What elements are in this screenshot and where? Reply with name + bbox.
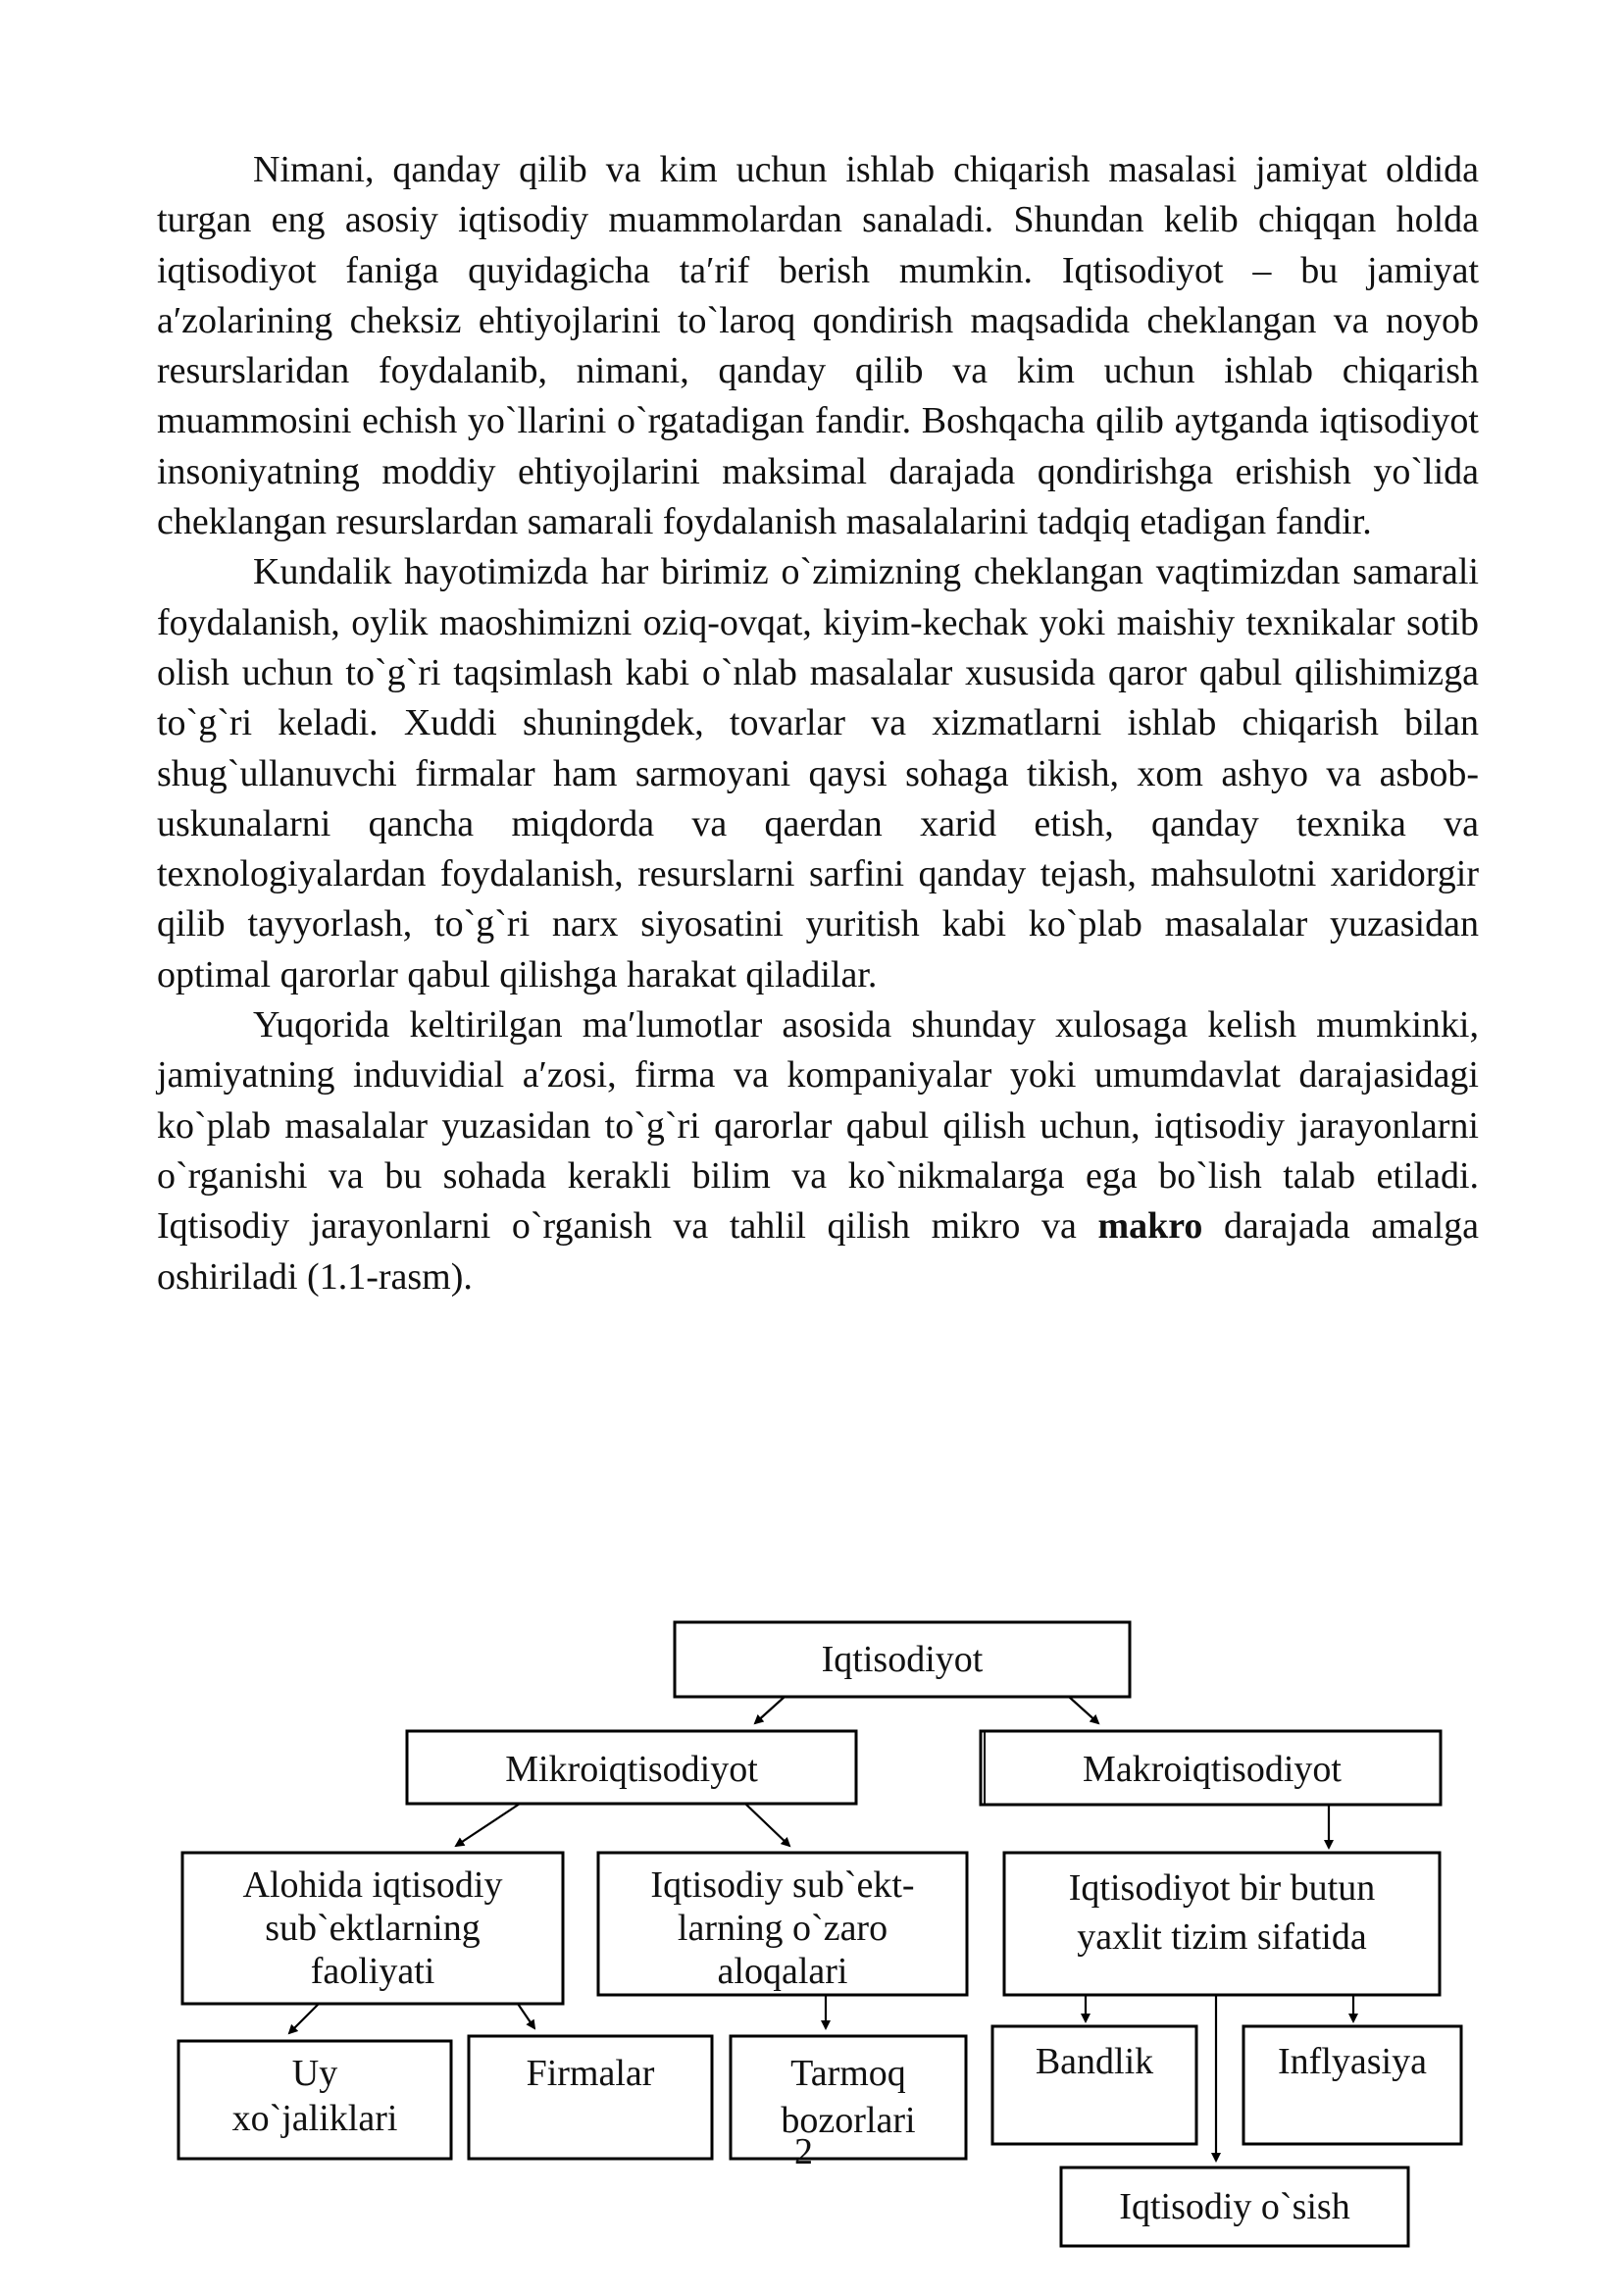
- page-number: 2: [794, 2131, 813, 2172]
- box-growth-label: Iqtisodiy o`sish: [1119, 2186, 1350, 2227]
- arrow-root-to-macro: [1069, 1697, 1098, 1723]
- box-markets-line-1: Tarmoq: [790, 2053, 906, 2094]
- paragraph-3-end: darajada amalga oshiriladi (1.1-rasm).: [157, 1205, 1480, 1298]
- box-inflation-label: Inflyasiya: [1278, 2041, 1427, 2082]
- box-households-line-1: Uy: [291, 2053, 338, 2094]
- box-micro-label: Mikroiqtisodiyot: [505, 1749, 758, 1790]
- box-micro: [407, 1731, 856, 1804]
- arrow-micro-to-relations: [745, 1804, 789, 1846]
- box-households: [178, 2041, 451, 2159]
- box-micro-relations: [598, 1853, 967, 1995]
- box-micro-activity-line-3: faoliyati: [310, 1951, 435, 1992]
- arrow-activity-to-firms: [518, 2004, 534, 2028]
- box-macro-system: [1004, 1853, 1440, 1995]
- arrow-root-to-micro: [755, 1697, 785, 1723]
- box-employment-label: Bandlik: [1035, 2041, 1154, 2082]
- arrow-activity-to-households: [289, 2004, 319, 2033]
- box-households-line-2: xo`jaliklari: [231, 2098, 398, 2139]
- box-root: [675, 1622, 1130, 1697]
- box-markets: [731, 2036, 966, 2159]
- box-micro-activity: [182, 1853, 563, 2004]
- box-macro-label: Makroiqtisodiyot: [1083, 1749, 1342, 1790]
- paragraph-3-bold-term: makro: [1097, 1205, 1203, 1248]
- box-inflation: [1243, 2026, 1461, 2144]
- box-growth: [1061, 2168, 1408, 2246]
- box-micro-relations-line-1: Iqtisodiy sub`ekt-: [650, 1864, 915, 1906]
- box-employment: [992, 2026, 1196, 2144]
- box-macro-system-line-1: Iqtisodiyot bir butun: [1068, 1867, 1376, 1909]
- box-firms: [469, 2036, 712, 2159]
- box-macro: [981, 1731, 1441, 1805]
- box-micro-relations-line-2: larning o`zaro: [677, 1908, 888, 1949]
- box-firms-label: Firmalar: [526, 2053, 655, 2094]
- paragraph-2: Kundalik hayotimizda har birimiz o`zimizning cheklangan vaqtimizdan samarali foydalanish, oylik maoshimizni oziq-ovqat, kiyim-kechak yoki maishiy texnikalar sotib olish uchun to`g`ri taqsimlash kabi o`nlab masalalar xususida qaror qabul qilishimizga to`g`ri keladi. Xuddi shuningdek, tovarlar va xizmatlarni ishlab chiqarish bilan shug`ullanuvchi firmalar ham sarmoyani qaysi sohaga tikish, xom ashyo va asbob-uskunalarni qancha miqdorda va qaerdan xarid etish, qanday texnika va texnologiyalardan foydalanish, resurslarni sarfini qanday tejash, mahsulotni xaridorgir qilib tayyorlash, to`g`ri narx siyosatini yuritish kabi ko`plab masalalar yuzasidan optimal qarorlar qabul qilishga harakat qiladilar.: [157, 551, 1479, 995]
- paragraph-1: Nimani, qanday qilib va kim uchun ishlab chiqarish masalasi jamiyat oldida turgan eng asosiy iqtisodiy muammolardan sanaladi. Shundan kelib chiqqan holda iqtisodiyot faniga quyidagicha ta′rif berish mumkin. Iqtisodiyot – bu jamiyat a′zolarining cheksiz ehtiyojlarini to`laroq qondirish maqsadida cheklangan va noyob resurslaridan foydalanib, nimani, qanday qilib va kim uchun ishlab chiqarish muammosini echish yo`llarini o`rgatadigan fandir. Boshqacha qilib aytganda iqtisodiyot insoniyatning moddiy ehtiyojlarini maksimal darajada qondirishga erishish yo`lida cheklangan resurslardan samarali foydalanish masalalarini tadqiq etadigan fandir.: [157, 149, 1479, 543]
- box-micro-activity-line-1: Alohida iqtisodiy: [242, 1864, 503, 1906]
- paragraph-3-text: Yuqorida keltirilgan ma′lumotlar asosida shunday xulosaga kelish mumkinki, jamiyatning induvidial a′zosi, firma va kompaniyalar yoki umumdavlat darajasidagi ko`plab masalalar yuzasidan to`g`ri qarorlar qabul qilish uchun, iqtisodiy jarayonlarni o`rganishi va bu sohada kerakli bilim va ko`nikmalarga ega bo`lish talab etiladi. Iqtisodiy jarayonlarni o`rganish va tahlil qilish mikro va: [157, 1004, 1479, 1248]
- box-markets-line-2: bozorlari: [781, 2100, 916, 2141]
- box-macro-system-line-2: yaxlit tizim sifatida: [1077, 1916, 1367, 1958]
- box-micro-activity-line-2: sub`ektlarning: [265, 1908, 481, 1949]
- arrow-micro-to-activity: [456, 1804, 520, 1846]
- box-root-label: Iqtisodiyot: [821, 1639, 984, 1680]
- box-micro-relations-line-3: aloqalari: [717, 1951, 848, 1992]
